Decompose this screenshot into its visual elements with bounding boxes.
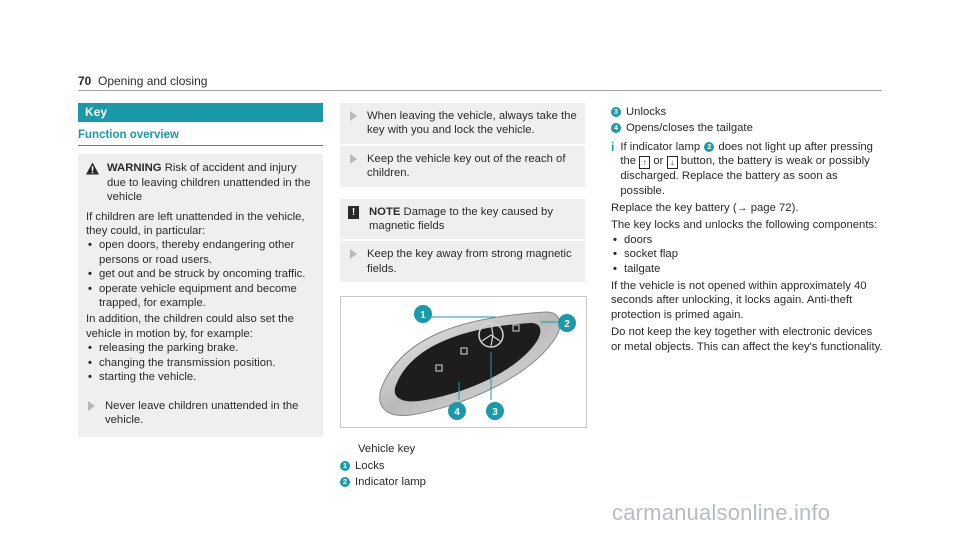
num-badge: 2	[704, 142, 714, 152]
warning-list2	[86, 341, 315, 384]
info-text: button, the battery is weak or possibly discharged. Replace the battery as soon as possible.	[620, 155, 870, 197]
note-text: Damage to the key caused by magnetic fields	[369, 205, 553, 233]
replace-battery-line	[611, 201, 883, 215]
item-tailgate	[611, 121, 883, 135]
list-item: • doors	[611, 233, 883, 247]
callout-1-label: 1	[420, 310, 426, 322]
tip-magnetic-text: Keep the key away from strong magnetic fields.	[367, 248, 572, 275]
arrow-right-icon: →	[736, 202, 748, 215]
note-exclamation-icon: !	[348, 206, 359, 219]
caption-text: Indicator lamp	[355, 476, 426, 489]
tip-keep-key	[340, 146, 585, 187]
tip-take-key-text: When leaving the vehicle, always take the key with you and lock the vehicle.	[367, 110, 577, 137]
info-text: If indicator lamp	[620, 140, 701, 153]
components-list	[611, 233, 883, 276]
warning-tip-text: Never leave children unattended in the vehicle.	[105, 399, 299, 426]
key-heading: Key	[78, 103, 323, 122]
callout-4-label: 4	[454, 407, 460, 419]
callout-4	[448, 402, 466, 420]
info-indicator	[611, 140, 883, 198]
item-text: Unlocks	[626, 106, 667, 118]
page-link[interactable]: page 72	[750, 202, 792, 215]
warning-intro-text: Risk of accident and injury due to leaving children unattended in the vehicle	[107, 162, 311, 204]
middle-column	[340, 103, 585, 489]
page-number: 70	[78, 74, 92, 88]
list-item: • socket flap	[611, 247, 883, 261]
tip-arrow-icon	[350, 249, 357, 259]
warning-triangle-icon	[86, 162, 99, 175]
tip-take-key	[340, 103, 585, 144]
info-text: or	[653, 155, 664, 168]
right-column	[611, 105, 883, 354]
caption-item-indicator	[340, 475, 585, 489]
tip-arrow-icon	[350, 154, 357, 164]
callout-2	[558, 314, 576, 332]
tip-arrow-icon	[350, 111, 357, 121]
caption-item-locks	[340, 459, 585, 473]
callout-2-label: 2	[564, 319, 570, 331]
section-title: Opening and closing	[98, 74, 208, 88]
function-overview-rule	[78, 145, 323, 146]
warning-para2: In addition, the children could also set the vehicle in motion by, for example:	[86, 313, 294, 340]
vehicle-key-illustration	[341, 297, 586, 427]
num-badge: 3	[611, 107, 621, 117]
warning-box	[78, 154, 323, 437]
warning-tip	[78, 393, 323, 434]
tip-arrow-icon	[88, 401, 95, 411]
watermark: carmanualsonline.info	[612, 500, 831, 525]
left-column	[78, 103, 323, 437]
header-rule	[78, 90, 882, 91]
callout-1	[414, 305, 432, 323]
function-overview-title: Function overview	[78, 129, 179, 141]
callout-3-label: 3	[492, 407, 498, 419]
list-item: • operate vehicle equipment and become trapped, for example.	[86, 282, 315, 311]
caption-text: Locks	[355, 459, 385, 472]
replace-end: ).	[791, 202, 799, 215]
callout-3	[486, 402, 504, 420]
item-text: Opens/closes the tailgate	[626, 122, 753, 135]
num-badge: 1	[340, 461, 350, 471]
list-item: • starting the vehicle.	[86, 370, 315, 384]
lock-button-glyph: ↑	[639, 156, 650, 169]
unlock-button-glyph: ↓	[667, 156, 678, 169]
components-intro: The key locks and unlocks the following components:	[611, 219, 878, 232]
note-label: NOTE	[369, 205, 401, 218]
note-box	[340, 199, 585, 240]
list-item: • tailgate	[611, 262, 883, 276]
list-item: • open doors, thereby endangering other persons or road users.	[86, 238, 315, 267]
info-text: does not light up after pressing the	[620, 140, 873, 168]
auto-lock-paragraph: If the vehicle is not opened within approximately 40 seconds after unlocking, it locks again. Anti-theft protection is primed again.	[611, 280, 867, 321]
replace-text: Replace the key battery (	[611, 202, 737, 215]
warning-intro	[107, 161, 315, 204]
caption-title: Vehicle key	[358, 443, 416, 456]
keep-away-paragraph: Do not keep the key together with electronic devices or metal objects. This can affect the key's functionality.	[611, 326, 883, 353]
num-badge: 4	[611, 123, 621, 133]
warning-list1	[86, 238, 315, 310]
info-icon: i	[611, 139, 615, 154]
warning-label: WARNING	[107, 162, 162, 175]
list-item: • releasing the parking brake.	[86, 341, 315, 355]
warning-para1: If children are left unattended in the vehicle, they could, in particular:	[86, 210, 305, 238]
tip-keep-key-text: Keep the vehicle key out of the reach of children.	[367, 152, 566, 180]
vehicle-key-figure	[340, 296, 587, 428]
num-badge: 2	[340, 477, 350, 487]
list-item: • changing the transmission position.	[86, 356, 315, 370]
figure-caption	[340, 442, 585, 489]
item-unlocks	[611, 105, 883, 119]
list-item: • get out and be struck by oncoming traffic.	[86, 267, 315, 281]
tip-magnetic	[340, 241, 585, 282]
